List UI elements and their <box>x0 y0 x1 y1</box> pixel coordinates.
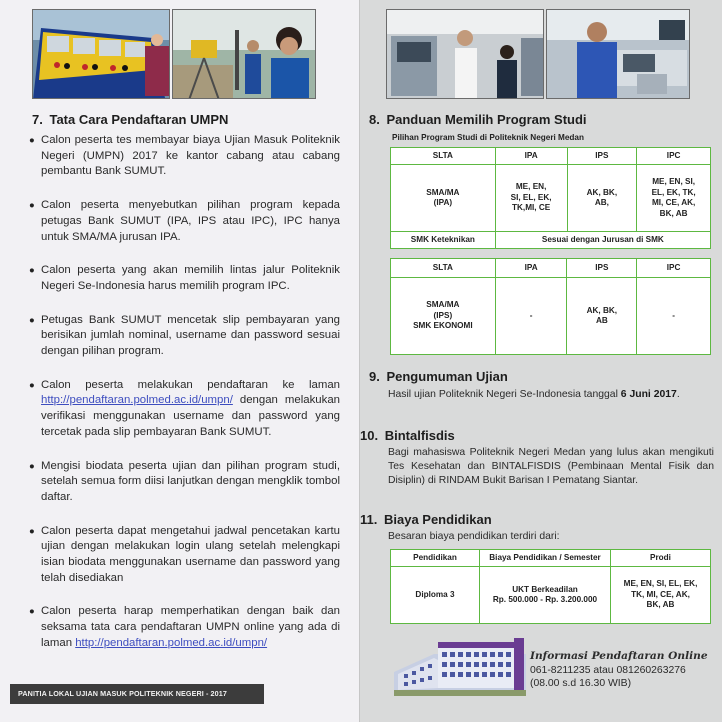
program-choice-table-1 <box>390 147 711 249</box>
registration-link[interactable]: http://pendaftaran.polmed.ac.id/umpn/ <box>41 394 233 407</box>
section-9-number: 9. <box>369 369 380 384</box>
section-10-text: Bagi mahasiswa Politeknik Negeri Medan yang lulus akan mengikuti Tes Kesehatan dan BINTALFISDIS (Pembinaan Mental Fisik dan Disiplin) di RINDAM Bukit Barisan I Pematang Siantar. <box>388 447 714 487</box>
table-header: IPC <box>637 148 710 164</box>
list-item <box>30 313 340 360</box>
step-text: Calon peserta menyebutkan pilihan program kepada petugas Bank SUMUT (IPA, IPS atau IPC), IPC hanya untuk SMA/MA jurusan IPA. <box>41 199 340 243</box>
section-7-title <box>32 112 228 127</box>
list-item <box>30 263 340 294</box>
step-text-continued: dengan melakukan verifikasi menggunakan username dan password yang tercetak pada slip pembayaran Bank SUMUT. <box>41 394 340 438</box>
table-cell: AK, BK, AB, <box>568 165 637 231</box>
info-hours: (08.00 s.d 16.30 WIB) <box>530 678 632 689</box>
table-cell: SMA/MA (IPA) <box>391 165 495 231</box>
table-cell: Diploma 3 <box>391 567 479 623</box>
table-caption: Pilihan Program Studi di Politeknik Negeri Medan <box>392 133 584 142</box>
step-text: Petugas Bank SUMUT mencetak slip pembayaran yang berisikan jumlah nominal, username dan password sesuai dengan pilihan program. <box>41 313 340 358</box>
step-text: Calon peserta melakukan pendaftaran ke laman <box>41 378 340 391</box>
list-item <box>30 133 340 180</box>
section-10-heading: Bintalfisdis <box>384 428 455 443</box>
table-cell: SMA/MA (IPS) SMK EKONOMI <box>391 278 495 354</box>
section-7-number: 7. <box>32 112 43 127</box>
section-9-heading: Pengumuman Ujian <box>386 369 508 384</box>
table-header: IPA <box>496 148 567 164</box>
step-text: Calon peserta harap memperhatikan dengan baik dan seksama tata cara pendaftaran UMPN online yang ada di laman <box>41 605 340 649</box>
list-item <box>30 198 340 245</box>
table-header: Biaya Pendidikan / Semester <box>480 550 610 566</box>
announcement-text: Hasil ujian Politeknik Negeri Se-Indonesia tanggal <box>388 389 621 400</box>
list-item <box>30 459 340 506</box>
lab-students-photo <box>386 9 544 99</box>
table-cell: ME, EN, SI, EL, EK, TK, MI, CE, AK, BK, AB <box>611 567 710 623</box>
campus-building-illustration <box>394 634 526 696</box>
lab-machine-photo <box>546 9 690 99</box>
table-cell: SMK Keteknikan <box>391 232 495 248</box>
section-10-title <box>360 428 455 443</box>
info-phone: 061-8211235 atau 081260263276 <box>530 665 686 676</box>
right-panel <box>360 0 722 722</box>
lab-equipment-photo <box>32 9 170 99</box>
table-header: IPS <box>567 259 636 277</box>
list-item <box>30 604 340 651</box>
section-8-title <box>369 112 587 127</box>
tuition-table <box>390 549 711 624</box>
registration-steps-list <box>30 133 340 670</box>
step-text: Calon peserta dapat mengetahui jadwal pencetakan kartu ujian dengan melakukan login ulang setelah melengkapi isian biodata menggunakan username dan password yang telah disediakan <box>41 524 340 584</box>
step-text: Calon peserta yang akan memilih lintas jalur Politeknik Negeri Se-Indonesia harus memilih program IPC. <box>41 264 340 292</box>
table-header: Pendidikan <box>391 550 479 566</box>
table-cell: - <box>637 278 710 354</box>
table-cell: Sesuai dengan Jurusan di SMK <box>496 232 710 248</box>
section-9-text <box>388 388 714 402</box>
table-cell: - <box>496 278 567 354</box>
footer-banner: PANITIA LOKAL UJIAN MASUK POLITEKNIK NEGERI - 2017 <box>10 684 264 704</box>
section-9-title <box>369 369 508 384</box>
list-item <box>30 524 340 587</box>
table-cell: AK, BK, AB <box>567 278 636 354</box>
table-cell: ME, EN, SI, EL, EK, TK,MI, CE <box>496 165 567 231</box>
section-8-number: 8. <box>369 112 380 127</box>
registration-link[interactable]: http://pendaftaran.polmed.ac.id/umpn/ <box>75 636 268 649</box>
step-text: Mengisi biodata peserta ujian dan pilihan program studi, setelah semua form diisi lanjutkan dengan mengklik tombol daftar. <box>41 459 340 503</box>
section-11-title <box>360 512 492 527</box>
section-11-text: Besaran biaya pendidikan terdiri dari: <box>388 531 560 542</box>
list-item <box>30 378 340 441</box>
section-11-number: 11. <box>360 512 378 527</box>
table-header: Prodi <box>611 550 710 566</box>
table-header: IPC <box>637 259 710 277</box>
program-choice-table-2 <box>390 258 711 355</box>
section-11-heading: Biaya Pendidikan <box>383 512 492 527</box>
table-cell: ME, EN, SI, EL, EK, TK, MI, CE, AK, BK, AB <box>637 165 710 231</box>
info-title: Informasi Pendaftaran Online <box>530 650 708 662</box>
table-header: IPS <box>568 148 637 164</box>
table-header: SLTA <box>391 259 495 277</box>
left-panel <box>0 0 360 722</box>
table-header: SLTA <box>391 148 495 164</box>
section-7-heading: Tata Cara Pendaftaran UMPN <box>49 112 229 127</box>
table-cell: UKT Berkeadilan Rp. 500.000 - Rp. 3.200.000 <box>480 567 610 623</box>
step-text: Calon peserta tes membayar biaya Ujian Masuk Politeknik Negeri (UMPN) 2017 ke kantor cabang atau cabang pembantu Bank SUMUT. <box>41 134 340 178</box>
section-10-number: 10. <box>360 428 379 443</box>
section-8-heading: Panduan Memilih Program Studi <box>386 112 587 127</box>
announcement-date: 6 Juni 2017 <box>620 389 677 400</box>
table-header: IPA <box>496 259 567 277</box>
announcement-end: . <box>676 389 680 400</box>
surveying-photo <box>172 9 316 99</box>
